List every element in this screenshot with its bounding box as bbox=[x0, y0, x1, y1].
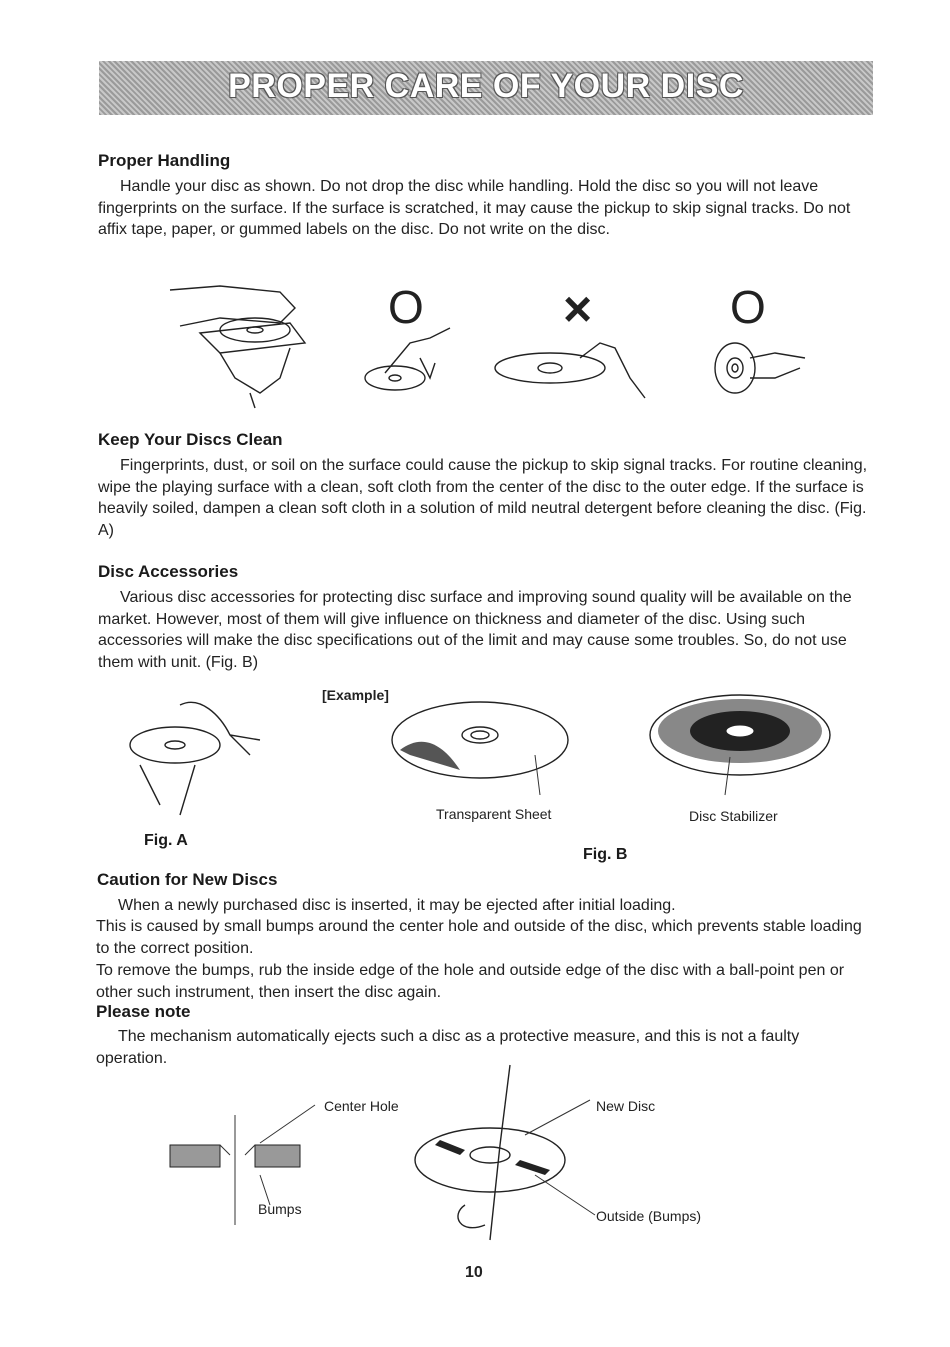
label-transparent-sheet: Transparent Sheet bbox=[436, 806, 552, 822]
heading-disc-accessories: Disc Accessories bbox=[98, 562, 239, 581]
mark-ok-1: O bbox=[388, 281, 424, 333]
label-center-hole: Center Hole bbox=[324, 1098, 399, 1114]
heading-please-note: Please note bbox=[96, 1002, 191, 1021]
text-proper-handling: Handle your disc as shown. Do not drop the disc while handling. Hold the disc so you will not leave fingerprints on the surface. If the surface is scratched, it may cause the pickup to skip signal tracks. Do not affix tape, paper, or gummed labels on the disc. Do not write on the disc. bbox=[98, 178, 851, 238]
text-caution-1 bbox=[96, 895, 868, 917]
label-fig-b: Fig. B bbox=[583, 846, 628, 863]
label-outside-bumps: Outside (Bumps) bbox=[596, 1208, 702, 1224]
disc-pen-icon bbox=[415, 1065, 595, 1240]
text-caution-2: This is caused by small bumps around the center hole and outside of the disc, which prevents stable loading to the correct position. bbox=[96, 918, 862, 957]
label-example: [Example] bbox=[322, 687, 389, 703]
label-new-disc: New Disc bbox=[596, 1098, 656, 1114]
handling-illustrations bbox=[160, 278, 820, 408]
heading-proper-handling: Proper Handling bbox=[98, 151, 231, 170]
title-banner bbox=[99, 61, 873, 115]
page-title: PROPER CARE OF YOUR DISC bbox=[228, 67, 744, 105]
heading-caution-new-discs: Caution for New Discs bbox=[97, 870, 278, 889]
label-fig-a: Fig. A bbox=[144, 832, 188, 849]
transparent-sheet-disc-icon bbox=[392, 702, 568, 795]
hand-edge-hold-icon bbox=[365, 328, 450, 390]
text-caution-1-content: When a newly purchased disc is inserted, it may be ejected after initial loading. bbox=[118, 897, 676, 914]
page-number: 10 bbox=[465, 1264, 483, 1281]
hand-side-grip-icon bbox=[715, 343, 805, 393]
hand-wrong-grip-icon bbox=[495, 343, 645, 398]
heading-keep-clean: Keep Your Discs Clean bbox=[98, 430, 283, 449]
text-caution-3: To remove the bumps, rub the inside edge of the hole and outside edge of the disc with a ball-point pen or other such instrument, then insert the disc again. bbox=[96, 962, 845, 1001]
text-please-note: The mechanism automatically ejects such a disc as a protective measure, and this is not a faulty operation. bbox=[96, 1028, 800, 1067]
hands-holding-disc-icon bbox=[170, 286, 305, 408]
label-disc-stabilizer: Disc Stabilizer bbox=[689, 808, 778, 824]
label-bumps: Bumps bbox=[258, 1201, 302, 1217]
cleaning-hand-icon bbox=[130, 702, 260, 815]
text-disc-accessories: Various disc accessories for protecting disc surface and improving sound quality will be available on the market. However, most of them will give influence on thickness and diameter of the disc. Using such accessories will make the disc specifications out of the limit and may cause some troubles. So, do not use them with unit. (Fig. B) bbox=[98, 589, 852, 671]
text-keep-clean: Fingerprints, dust, or soil on the surface could cause the pickup to skip signal tracks. For routine cleaning, wipe the playing surface with a clean, soft cloth from the center of the disc to the outer edge. If the surface is heavily soiled, dampen a clean soft cloth in a solution of mild neutral detergent before cleaning the disc. (Fig. A) bbox=[98, 457, 868, 539]
mark-ok-2: O bbox=[730, 281, 766, 333]
disc-stabilizer-icon bbox=[650, 695, 830, 795]
mark-bad: × bbox=[563, 281, 593, 337]
